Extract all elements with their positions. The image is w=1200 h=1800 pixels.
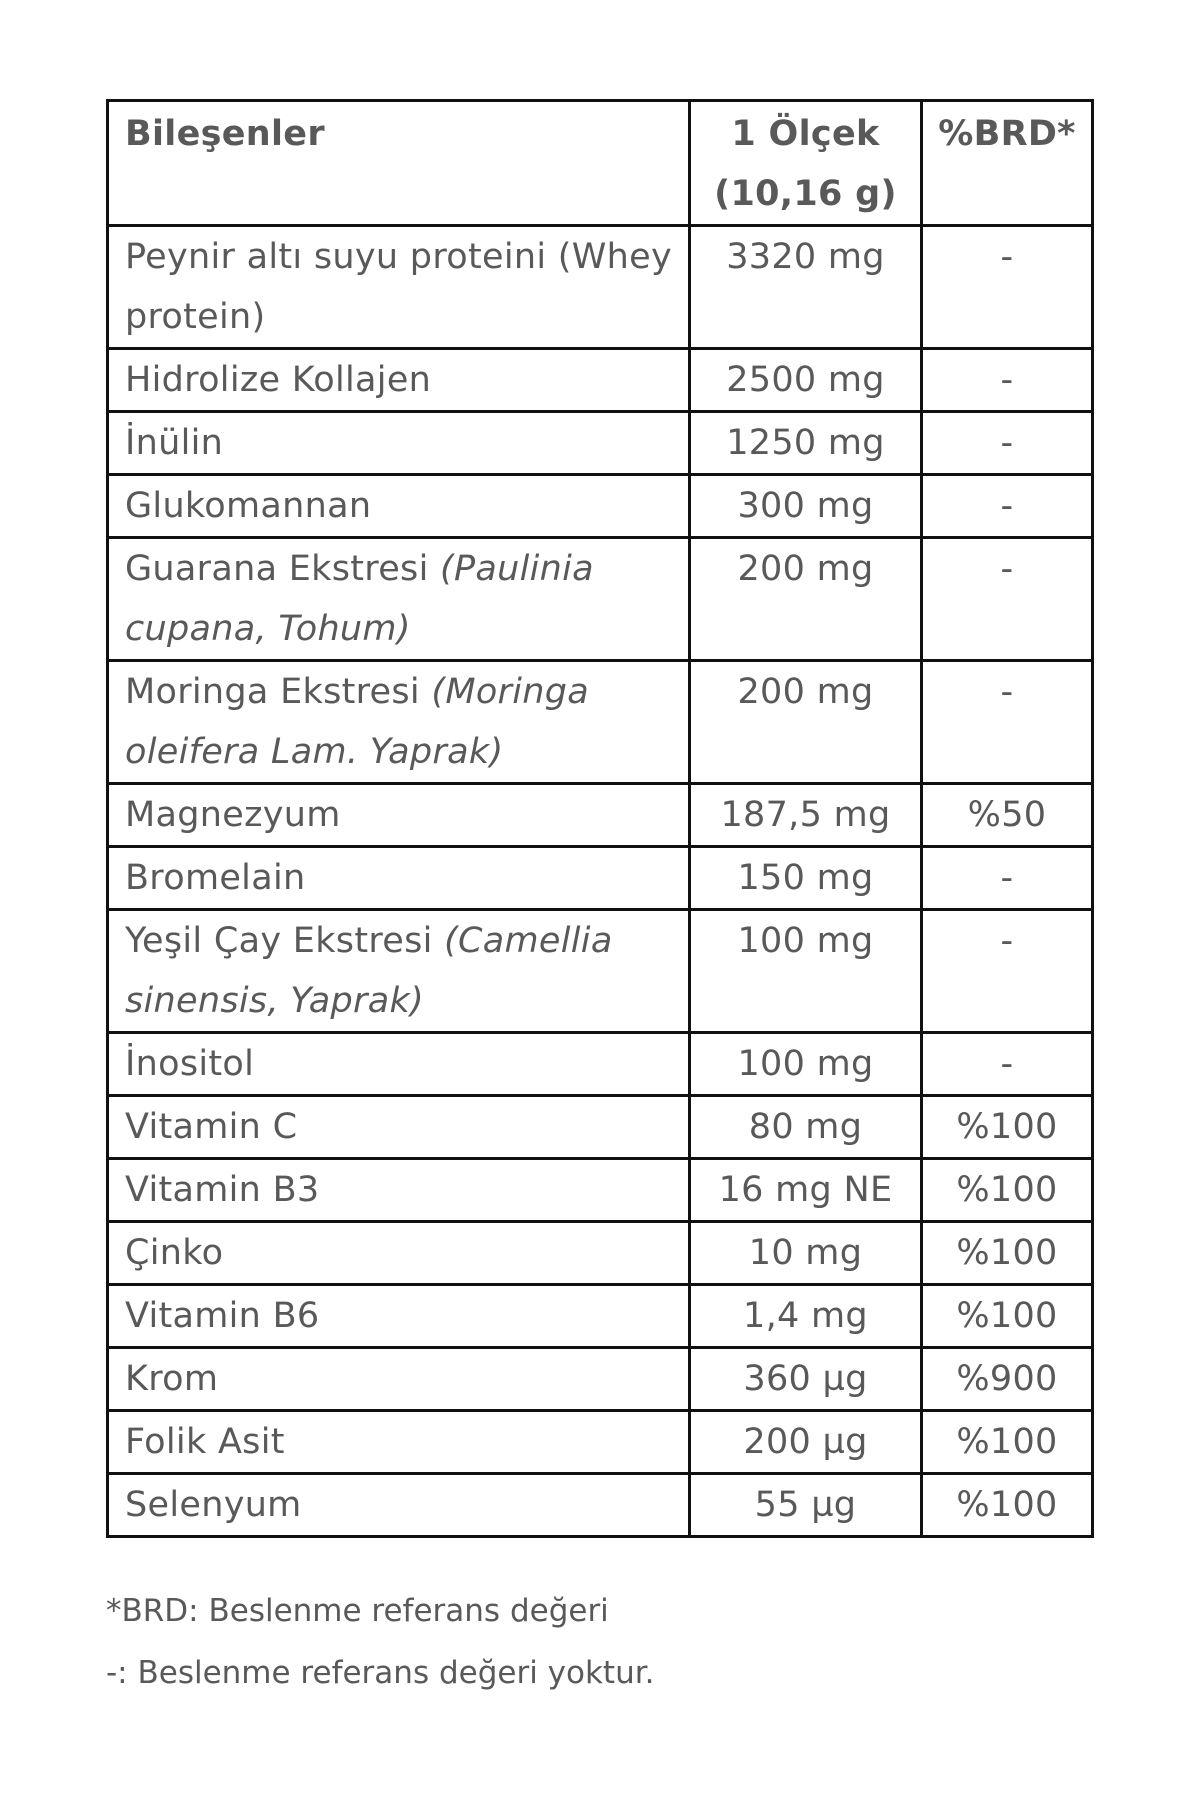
- ingredient-name: Magnezyum: [125, 795, 341, 835]
- rda-cell: -: [922, 226, 1093, 349]
- ingredient-name: Yeşil Çay Ekstresi: [125, 921, 445, 961]
- rda-cell: %100: [922, 1411, 1093, 1474]
- ingredient-cell: [108, 1033, 690, 1096]
- ingredient-cell: [108, 1222, 690, 1285]
- table-row: [108, 661, 1093, 784]
- rda-cell: %100: [922, 1096, 1093, 1159]
- footnote-dash: -: Beslenme referans değeri yoktur.: [106, 1655, 655, 1691]
- table-body: [108, 226, 1093, 1537]
- ingredient-latin-name: (Camellia sinensis, Yaprak): [125, 921, 613, 1021]
- table-row: [108, 226, 1093, 349]
- ingredient-name: Vitamin B6: [125, 1296, 320, 1336]
- table-row: [108, 412, 1093, 475]
- rda-cell: %100: [922, 1222, 1093, 1285]
- ingredient-latin-name: (Moringa oleifera Lam. Yaprak): [125, 672, 590, 772]
- ingredient-name: İnülin: [125, 423, 224, 463]
- rda-cell: -: [922, 1033, 1093, 1096]
- ingredient-name: Hidrolize Kollajen: [125, 360, 432, 400]
- amount-cell: 1250 mg: [690, 412, 922, 475]
- ingredient-cell: [108, 226, 690, 349]
- table-row: [108, 1411, 1093, 1474]
- amount-cell: 200 mg: [690, 538, 922, 661]
- amount-cell: 55 µg: [690, 1474, 922, 1537]
- amount-cell: 360 µg: [690, 1348, 922, 1411]
- ingredient-cell: [108, 784, 690, 847]
- ingredient-cell: [108, 412, 690, 475]
- table-row: [108, 1222, 1093, 1285]
- table-row: [108, 1159, 1093, 1222]
- ingredient-name: İnositol: [125, 1044, 255, 1084]
- ingredient-cell: [108, 475, 690, 538]
- ingredient-cell: [108, 538, 690, 661]
- ingredient-latin-name: (Paulinia cupana, Tohum): [125, 549, 594, 649]
- header-amount: [690, 101, 922, 226]
- table-row: [108, 910, 1093, 1033]
- rda-cell: %900: [922, 1348, 1093, 1411]
- table-row: [108, 1096, 1093, 1159]
- table-row: [108, 784, 1093, 847]
- ingredient-cell: [108, 847, 690, 910]
- ingredient-name: Selenyum: [125, 1485, 302, 1525]
- ingredient-cell: [108, 1159, 690, 1222]
- table-row: [108, 475, 1093, 538]
- rda-cell: -: [922, 847, 1093, 910]
- header-rda: %BRD*: [922, 101, 1093, 226]
- ingredient-cell: [108, 1285, 690, 1348]
- amount-cell: 80 mg: [690, 1096, 922, 1159]
- table-row: [108, 1474, 1093, 1537]
- rda-cell: %100: [922, 1474, 1093, 1537]
- ingredient-name: Vitamin B3: [125, 1170, 320, 1210]
- ingredient-name: Krom: [125, 1359, 219, 1399]
- ingredient-name: Folik Asit: [125, 1422, 285, 1462]
- amount-cell: 100 mg: [690, 910, 922, 1033]
- table-header-row: [108, 101, 1093, 226]
- rda-cell: -: [922, 412, 1093, 475]
- table-row: [108, 847, 1093, 910]
- amount-cell: 300 mg: [690, 475, 922, 538]
- ingredient-cell: [108, 661, 690, 784]
- nutrition-table: [106, 99, 1094, 1538]
- rda-cell: -: [922, 538, 1093, 661]
- footnotes: [106, 1580, 654, 1704]
- header-ingredient: Bileşenler: [108, 101, 690, 226]
- amount-cell: 200 µg: [690, 1411, 922, 1474]
- ingredient-name: Vitamin C: [125, 1107, 298, 1147]
- amount-cell: 200 mg: [690, 661, 922, 784]
- amount-cell: 187,5 mg: [690, 784, 922, 847]
- ingredient-cell: [108, 1348, 690, 1411]
- rda-cell: %100: [922, 1159, 1093, 1222]
- ingredient-name: Guarana Ekstresi: [125, 549, 441, 589]
- ingredient-name: Peynir altı suyu proteini (Whey protein): [125, 237, 672, 337]
- amount-cell: 16 mg NE: [690, 1159, 922, 1222]
- amount-cell: 3320 mg: [690, 226, 922, 349]
- ingredient-name: Moringa Ekstresi: [125, 672, 432, 712]
- table-row: [108, 1348, 1093, 1411]
- header-amount-line1: 1 Ölçek: [731, 114, 880, 154]
- amount-cell: 100 mg: [690, 1033, 922, 1096]
- rda-cell: -: [922, 661, 1093, 784]
- footnote-brd: *BRD: Beslenme referans değeri: [106, 1593, 609, 1629]
- ingredient-name: Glukomannan: [125, 486, 372, 526]
- amount-cell: 10 mg: [690, 1222, 922, 1285]
- ingredient-name: Çinko: [125, 1233, 224, 1273]
- rda-cell: -: [922, 475, 1093, 538]
- rda-cell: -: [922, 349, 1093, 412]
- rda-cell: %50: [922, 784, 1093, 847]
- rda-cell: %100: [922, 1285, 1093, 1348]
- ingredient-cell: [108, 1411, 690, 1474]
- ingredient-cell: [108, 1096, 690, 1159]
- table-row: [108, 1285, 1093, 1348]
- amount-cell: 1,4 mg: [690, 1285, 922, 1348]
- amount-cell: 150 mg: [690, 847, 922, 910]
- ingredient-name: Bromelain: [125, 858, 306, 898]
- ingredient-cell: [108, 1474, 690, 1537]
- table-row: [108, 349, 1093, 412]
- table-row: [108, 1033, 1093, 1096]
- table-row: [108, 538, 1093, 661]
- rda-cell: -: [922, 910, 1093, 1033]
- header-amount-line2: (10,16 g): [714, 174, 897, 214]
- ingredient-cell: [108, 349, 690, 412]
- ingredient-cell: [108, 910, 690, 1033]
- amount-cell: 2500 mg: [690, 349, 922, 412]
